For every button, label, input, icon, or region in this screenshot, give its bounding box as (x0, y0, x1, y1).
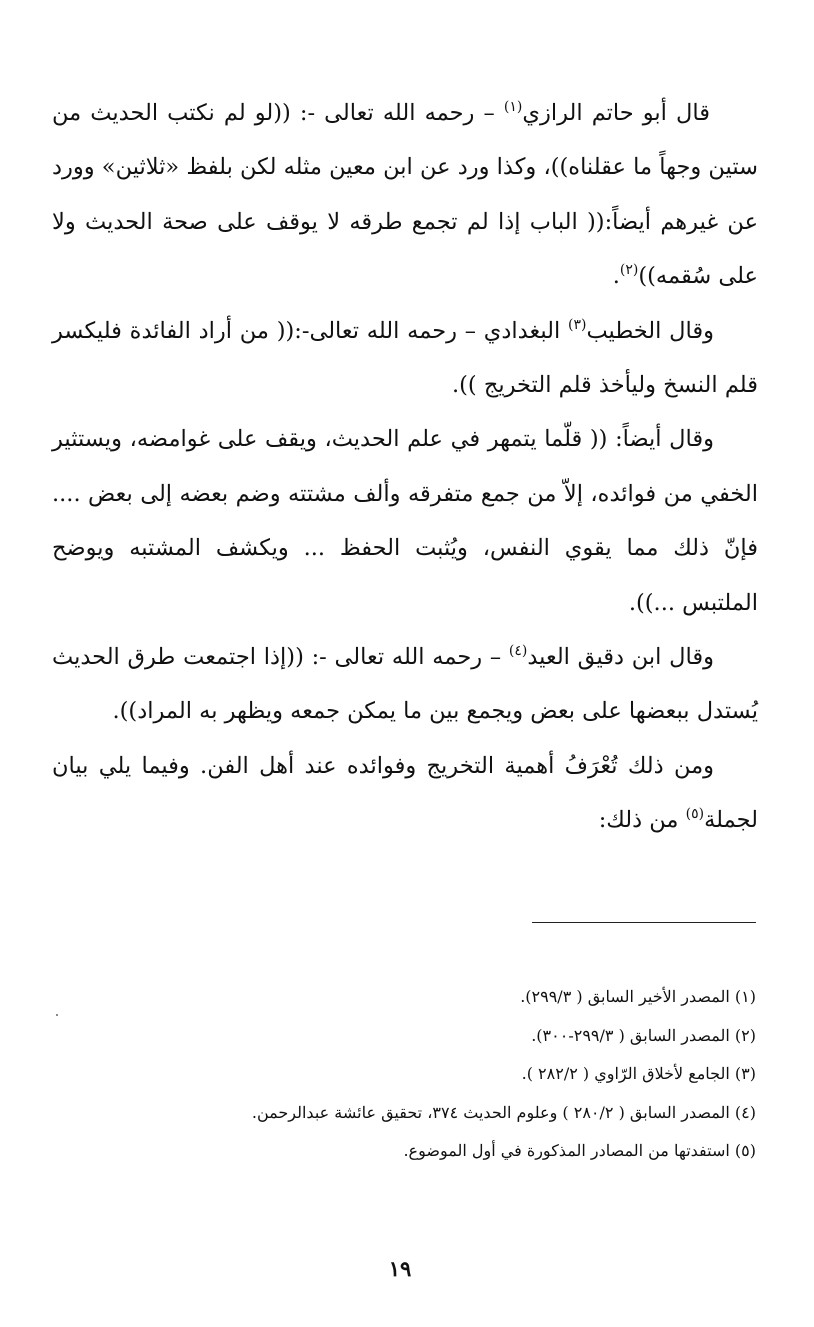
paragraph-ibn-daqiq (52, 630, 758, 739)
scan-speck (56, 1014, 58, 1016)
footnote-ref: (٥) (685, 806, 705, 823)
footnote-ref: (٤) (508, 643, 528, 660)
paragraph-text: وقال الخطيب (586, 317, 714, 344)
paragraph-text: البغدادي – رحمه الله تعالى-:(( من أراد الفائدة فليكسر قلم النسخ وليأخذ قلم التخريج )). (52, 317, 758, 399)
paragraph-khatib (52, 304, 758, 413)
footnote-5: (٥) استفدتها من المصادر المذكورة في أول الموضوع. (403, 1141, 756, 1160)
body-text (52, 86, 758, 848)
footnote-ref: (٣) (567, 316, 587, 333)
paragraph-text: قال أبو حاتم الرازي (522, 100, 710, 126)
paragraph-text: – رحمه الله تعالى -: ((لو لم نكتب الحديث من ستين وجهاً ما عقلناه))، وكذا ورد عن ابن معين مثله لكن بلفظ «ثلاثين» وورد عن غيرهم أيضاً:(( الباب إذا لم تجمع طرقه لا يوقف على صحة الحديث ولا على سُقمه)) (52, 100, 758, 290)
paragraph-text: . (612, 263, 620, 290)
footnote-separator (532, 922, 756, 923)
paragraph-text: من ذلك: (598, 807, 686, 834)
footnote-ref: (٢) (619, 262, 639, 279)
paragraph-conclusion (52, 739, 758, 848)
footnote-1: (١) المصدر الأخير السابق ( ٢٩٩/٣). (520, 987, 756, 1006)
paragraph-text: – رحمه الله تعالى -: ((إذا اجتمعت طرق الحديث يُستدل ببعضها على بعض ويجمع بين ما يمكن جمعه ويظهر به المراد)). (52, 644, 758, 725)
footnote-2: (٢) المصدر السابق ( ٢٩٩/٣-٣٠٠). (531, 1025, 756, 1045)
footnote-ref: (١) (503, 99, 523, 115)
footnote-4: (٤) المصدر السابق ( ٢٨٠/٢ ) وعلوم الحديث ٣٧٤، تحقيق عائشة عبدالرحمن. (251, 1102, 756, 1122)
footnotes (200, 978, 756, 1171)
paragraph-text: وقال أيضاً: (( قلّما يتمهر في علم الحديث، ويقف على غوامضه، ويستثير الخفي من فوائده، إلاّ من جمع متفرقه وألف مشتته وضم بعضه إلى بعض .... فإنّ ذلك مما يقوي النفس، ويُثبت الحفظ ... ويكشف المشتبه ويوضح الملتبس ...)). (52, 426, 758, 616)
paragraph-abu-hatim (52, 86, 758, 304)
paragraph-khatib-also (52, 412, 758, 630)
page-number: ١٩ (388, 1256, 412, 1281)
footnote-3: (٣) الجامع لأخلاق الرّاوي ( ٢٨٢/٢ ). (521, 1064, 756, 1083)
paragraph-text: ومن ذلك تُعْرَفُ أهمية التخريج وفوائده عند أهل الفن. وفيما يلي بيان لجملة (52, 752, 758, 834)
paragraph-text: وقال ابن دقيق العيد (527, 644, 714, 671)
